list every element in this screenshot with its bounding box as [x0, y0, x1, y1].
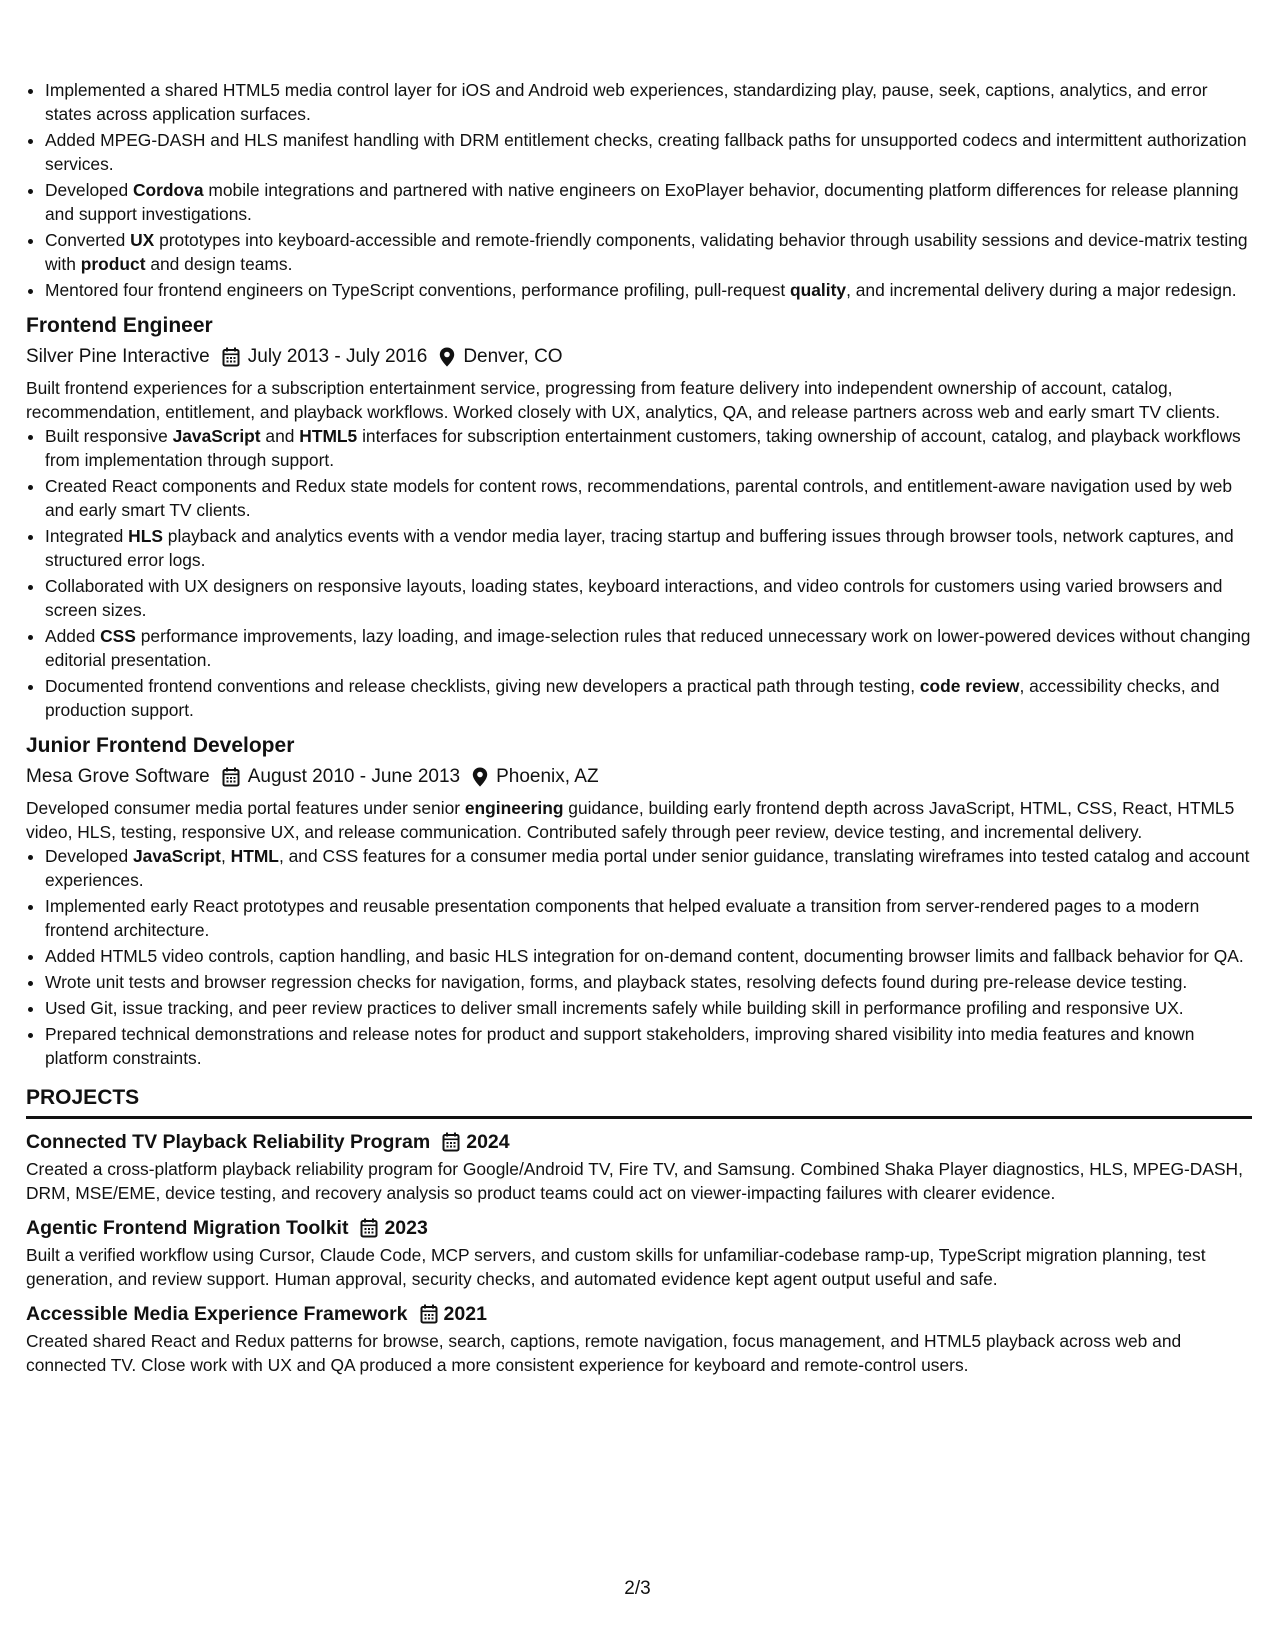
bullet-item [45, 844, 1252, 892]
projects-heading: PROJECTS [26, 1084, 1252, 1119]
text-run: , accessibility checks, and production support. [45, 676, 1220, 720]
bullet-item [45, 970, 1252, 994]
bullet-item [45, 128, 1252, 176]
text-run: Developed [45, 846, 133, 866]
bullet-item [45, 228, 1252, 276]
text-run: Wrote unit tests and browser regression checks for navigation, forms, and playback states, resolving defects found during pre-release device testing. [45, 972, 1188, 992]
project-header [26, 1301, 1252, 1327]
bullet-item [45, 894, 1252, 942]
resume-content [26, 78, 1252, 1377]
project-header [26, 1215, 1252, 1241]
text-run: Implemented a shared HTML5 media control layer for iOS and Android web experiences, standardizing play, pause, seek, captions, analytics, and error states across application surfaces. [45, 80, 1208, 124]
projects-list [26, 1129, 1252, 1377]
text-run: Added HTML5 video controls, caption handling, and basic HLS integration for on-demand content, documenting browser limits and fallback behavior for QA. [45, 946, 1244, 966]
job-junior-frontend-developer [26, 732, 1252, 1070]
project-year: 2024 [466, 1131, 510, 1153]
bold-keyword: UX [130, 230, 155, 250]
text-run: Implemented early React prototypes and reusable presentation components that helped evaluate a transition from server-rendered pages to a modern frontend architecture. [45, 896, 1200, 940]
job-title: Junior Frontend Developer [26, 734, 295, 757]
text-run: , [220, 846, 231, 866]
previous-job-bullets [26, 78, 1252, 302]
job-location: Phoenix, AZ [496, 766, 599, 787]
text-run: Prepared technical demonstrations and release notes for product and support stakeholders, improving shared visibility into media features and known platform constraints. [45, 1024, 1195, 1068]
bullet-item [45, 524, 1252, 572]
bold-keyword: quality [790, 280, 847, 300]
map-pin-icon [439, 347, 455, 367]
text-run: , and incremental delivery during a major redesign. [846, 280, 1237, 300]
map-pin-icon [472, 767, 488, 787]
bullet-item [45, 944, 1252, 968]
bullet-item [45, 674, 1252, 722]
project-header [26, 1129, 1252, 1155]
bold-keyword: JavaScript [132, 846, 221, 866]
text-run: Developed consumer media portal features under senior [26, 798, 465, 818]
page-number: 2/3 [624, 1578, 651, 1599]
job-frontend-engineer [26, 312, 1252, 722]
job-bullets [26, 844, 1252, 1070]
project-item [26, 1301, 1252, 1377]
bold-keyword: CSS [100, 626, 136, 646]
bullet-item [45, 78, 1252, 126]
calendar-icon [360, 1218, 378, 1238]
text-run: Added [45, 626, 101, 646]
calendar-icon [222, 767, 240, 787]
bullet-item [45, 278, 1252, 302]
job-summary [26, 796, 1252, 844]
text-run: Used Git, issue tracking, and peer review practices to deliver small increments safely while building skill in performance profiling and responsive UX. [45, 998, 1184, 1018]
project-description: Created a cross-platform playback reliability program for Google/Android TV, Fire TV, and Samsung. Combined Shaka Player diagnostics, HLS, MPEG-DASH, DRM, MSE/EME, device testing, and recovery analysis so product teams could act on viewer-impacting failures with clearer evidence. [26, 1159, 1243, 1203]
text-run: prototypes into keyboard-accessible and remote-friendly components, validating behavior through usability sessions and device-matrix testing with [45, 230, 1248, 274]
calendar-icon [442, 1132, 460, 1152]
job-title: Frontend Engineer [26, 314, 213, 337]
job-summary: Built frontend experiences for a subscription entertainment service, progressing from feature delivery into independent ownership of account, catalog, recommendation, entitlement, and playback workflows. Worked closely with UX, analytics, QA, and release partners across web and early smart TV clients. [26, 378, 1221, 422]
job-dates: July 2013 - July 2016 [247, 346, 428, 367]
bold-keyword: Cordova [132, 180, 204, 200]
job-dates: August 2010 - June 2013 [247, 766, 461, 787]
project-item [26, 1129, 1252, 1205]
project-year: 2023 [384, 1217, 428, 1239]
text-run: Integrated [45, 526, 129, 546]
company-name: Silver Pine Interactive [26, 346, 210, 367]
bullet-item [45, 574, 1252, 622]
bullet-item [45, 1022, 1252, 1070]
bold-keyword: product [80, 254, 146, 274]
bold-keyword: HLS [128, 526, 163, 546]
bold-keyword: HTML [230, 846, 279, 866]
text-run: playback and analytics events with a vendor media layer, tracing startup and buffering issues through browser tools, network captures, and structured error logs. [45, 526, 1234, 570]
bullet-item [45, 624, 1252, 672]
bold-keyword: code review [919, 676, 1020, 696]
text-run: Created React components and Redux state models for content rows, recommendations, parental controls, and entitlement-aware navigation used by web and early smart TV clients. [45, 476, 1233, 520]
project-title: Connected TV Playback Reliability Program [26, 1131, 431, 1153]
project-title: Accessible Media Experience Framework [26, 1303, 408, 1325]
text-run: Collaborated with UX designers on responsive layouts, loading states, keyboard interactions, and video controls for customers using varied browsers and screen sizes. [45, 576, 1223, 620]
bold-keyword: HTML5 [299, 426, 358, 446]
job-meta [26, 344, 1252, 370]
text-run: and design teams. [145, 254, 293, 274]
calendar-icon [420, 1304, 438, 1324]
text-run: and [260, 426, 300, 446]
project-item [26, 1215, 1252, 1291]
project-description: Built a verified workflow using Cursor, Claude Code, MCP servers, and custom skills for unfamiliar-codebase ramp-up, TypeScript migration planning, test generation, and review support. Human approval, security checks, and automated evidence kept agent output useful and safe. [26, 1245, 1206, 1289]
project-description: Created shared React and Redux patterns for browse, search, captions, remote navigation, focus management, and HTML5 playback across web and connected TV. Close work with UX and QA produced a more consistent experience for keyboard and remote-control users. [26, 1331, 1182, 1375]
bullet-item [45, 424, 1252, 472]
project-year: 2021 [443, 1303, 487, 1325]
bold-keyword: engineering [464, 798, 564, 818]
bullet-item [45, 996, 1252, 1020]
calendar-icon [222, 347, 240, 367]
bold-keyword: JavaScript [172, 426, 261, 446]
job-location: Denver, CO [463, 346, 563, 367]
text-run: Developed [45, 180, 133, 200]
text-run: mobile integrations and partnered with native engineers on ExoPlayer behavior, documenting platform differences for release planning and support investigations. [45, 180, 1239, 224]
text-run: interfaces for subscription entertainment customers, taking ownership of account, catalog, and playback workflows from implementation through support. [45, 426, 1241, 470]
text-run: Converted [45, 230, 131, 250]
bullet-item [45, 178, 1252, 226]
text-run: Built responsive [45, 426, 173, 446]
job-bullets [26, 424, 1252, 722]
company-name: Mesa Grove Software [26, 766, 210, 787]
project-title: Agentic Frontend Migration Toolkit [26, 1217, 349, 1239]
bullet-item [45, 474, 1252, 522]
text-run: guidance, building early frontend depth across JavaScript, HTML, CSS, React, HTML5 video, HLS, testing, responsive UX, and release communication. Contributed safely through peer review, device testing, and incremental delivery. [26, 798, 1235, 842]
text-run: Added MPEG-DASH and HLS manifest handling with DRM entitlement checks, creating fallback paths for unsupported codecs and intermittent authorization services. [45, 130, 1247, 174]
job-meta [26, 764, 1252, 790]
text-run: , and CSS features for a consumer media portal under senior guidance, translating wireframes into tested catalog and account experiences. [45, 846, 1250, 890]
text-run: Documented frontend conventions and release checklists, giving new developers a practical path through testing, [45, 676, 920, 696]
text-run: Mentored four frontend engineers on TypeScript conventions, performance profiling, pull-request [45, 280, 791, 300]
text-run: performance improvements, lazy loading, and image-selection rules that reduced unnecessary work on lower-powered devices without changing editorial presentation. [45, 626, 1251, 670]
